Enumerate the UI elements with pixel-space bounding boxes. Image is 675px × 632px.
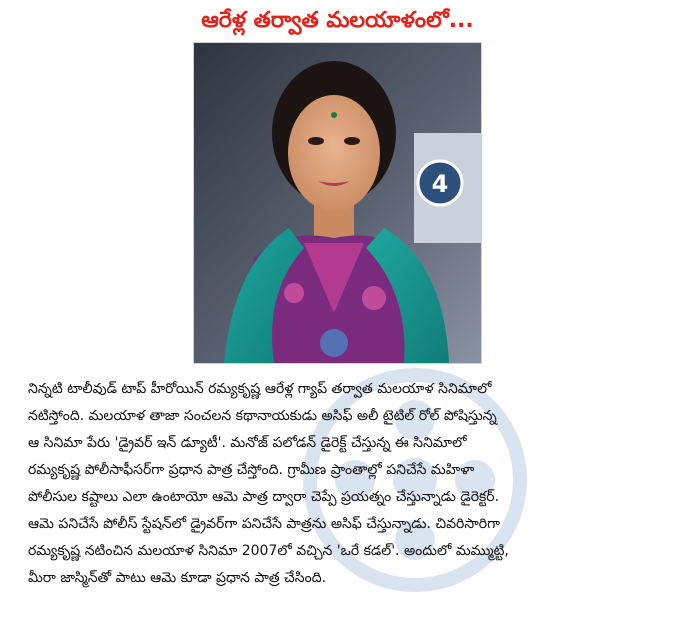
article-line: నిన్నటి టాలీవుడ్ టాప్ హీరోయిన్ రమ్యకృష్ణ ఆరేళ్ల గ్యాప్ తర్వాత మలయాళ సినిమాలో (28, 381, 492, 397)
article-line: మీరా జాస్మిన్‌తో పాటు ఆమె కూడా ప్రధాన పాత్ర చేసింది. (28, 570, 327, 586)
article-line: రమ్యకృష్ణ నటించిన మలయాళ సినిమా 2007లో వచ్చిన 'ఒరే కడల్'. అందులో మమ్ముట్టి, (28, 543, 509, 559)
article-line: నటిస్తోంది. మలయాళ తాజా సంచలన కథానాయకుడు అసిఫ్ అలీ టైటిల్ రోల్ పోషిస్తున్న (28, 408, 497, 424)
article-photo (193, 42, 482, 364)
portrait-photo-icon (194, 43, 481, 363)
board-number: 4 (431, 170, 449, 198)
article-line: ఆ సినిమా పేరు 'డ్రైవర్ ఇన్ డ్యూటీ'. మనోజ్ పలోడన్ డైరెక్ట్ చేస్తున్న ఈ సినిమాలో (28, 435, 467, 451)
article-body (28, 376, 652, 592)
article-headline: ఆరేళ్ల తర్వాత మలయాళంలో... (201, 8, 474, 33)
article-line: పోలీసుల కష్టాలు ఎలా ఉంటాయో ఆమె పాత్ర ద్వారా చెప్పే ప్రయత్నం చేస్తున్నాడు డైరెక్టర్. (28, 489, 500, 505)
article-line: ఆమె పనిచేసే పోలీస్ స్టేషన్‌లో డ్రైవర్‌గా పనిచేసే పాత్రను అసిఫ్ చేస్తున్నాడు. చివరిసారిగా (28, 516, 500, 532)
article-line: రమ్యకృష్ణ పోలీసాఫీసర్‌గా ప్రధాన పాత్ర చేస్తోంది. గ్రామీణ ప్రాంతాల్లో పనిచేసే మహిళా (28, 462, 475, 478)
